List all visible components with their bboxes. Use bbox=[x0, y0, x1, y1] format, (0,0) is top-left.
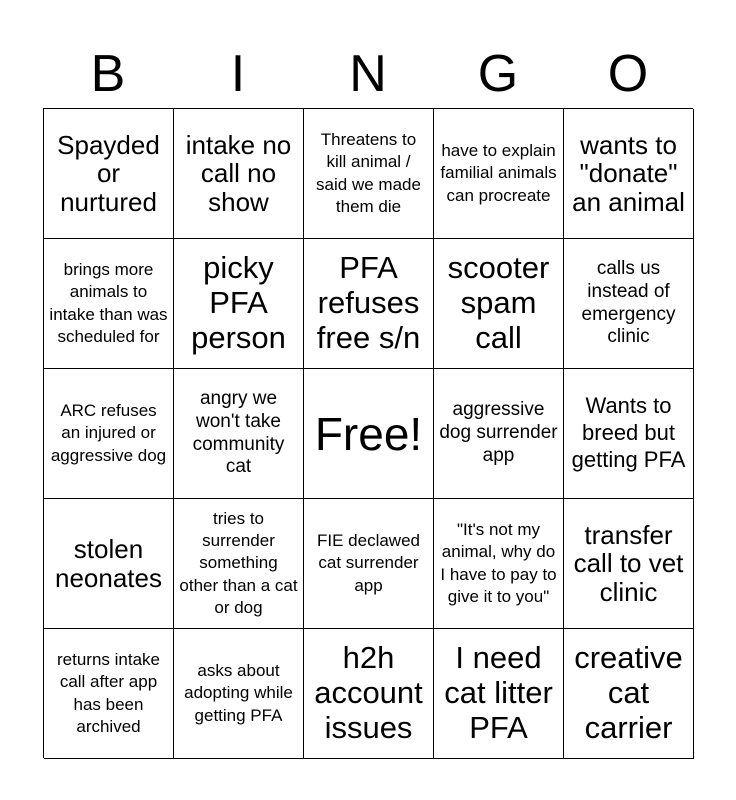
header-letter-b: B bbox=[90, 45, 126, 103]
cell-text: wants to "donate" an animal bbox=[572, 129, 685, 217]
bingo-cell-r2c3[interactable] bbox=[304, 239, 434, 369]
bingo-cell-r5c3[interactable] bbox=[304, 629, 434, 759]
header-letter-o: O bbox=[607, 45, 649, 103]
bingo-cell-r1c5[interactable] bbox=[564, 109, 694, 239]
cell-text: have to explain familial animals can procreate bbox=[440, 141, 557, 205]
cell-text: creative cat carrier bbox=[574, 640, 683, 745]
bingo-cell-r1c2[interactable] bbox=[174, 109, 304, 239]
bingo-cell-r2c1[interactable] bbox=[44, 239, 174, 369]
cell-text: I need cat litter PFA bbox=[444, 640, 553, 745]
bingo-cell-r5c4[interactable] bbox=[434, 629, 564, 759]
cell-text: ARC refuses an injured or aggressive dog bbox=[50, 401, 167, 465]
cell-text: aggressive dog surrender app bbox=[439, 399, 558, 466]
cell-text: Threatens to kill animal / said we made them die bbox=[316, 130, 421, 216]
bingo-cell-r3c5[interactable] bbox=[564, 369, 694, 499]
cell-text: "It's not my animal, why do I have to pay to give it to you" bbox=[440, 520, 557, 606]
cell-text: picky PFA person bbox=[191, 250, 286, 355]
cell-text: stolen neonates bbox=[55, 533, 162, 593]
bingo-board bbox=[43, 108, 693, 758]
bingo-cell-r5c1[interactable] bbox=[44, 629, 174, 759]
header-letter-n: N bbox=[349, 45, 387, 103]
cell-text: returns intake call after app has been archived bbox=[57, 650, 160, 736]
bingo-cell-r1c4[interactable] bbox=[434, 109, 564, 239]
bingo-cell-r4c5[interactable] bbox=[564, 499, 694, 629]
bingo-cell-r5c2[interactable] bbox=[174, 629, 304, 759]
bingo-cell-r4c4[interactable] bbox=[434, 499, 564, 629]
bingo-cell-r5c5[interactable] bbox=[564, 629, 694, 759]
cell-text: intake no call no show bbox=[185, 129, 292, 217]
bingo-cell-r4c3[interactable] bbox=[304, 499, 434, 629]
bingo-cell-r3c1[interactable] bbox=[44, 369, 174, 499]
bingo-cell-r3c4[interactable] bbox=[434, 369, 564, 499]
bingo-cell-r4c1[interactable] bbox=[44, 499, 174, 629]
bingo-cell-free[interactable] bbox=[304, 369, 434, 499]
bingo-cell-r2c5[interactable] bbox=[564, 239, 694, 369]
cell-text: scooter spam call bbox=[447, 250, 550, 355]
header-letter-g: G bbox=[477, 45, 519, 103]
cell-text: Spayded or nurtured bbox=[57, 129, 160, 217]
cell-text: asks about adopting while getting PFA bbox=[184, 661, 293, 725]
cell-text: FIE declawed cat surrender app bbox=[317, 531, 420, 595]
cell-text: h2h account issues bbox=[314, 640, 423, 745]
cell-text: PFA refuses free s/n bbox=[316, 250, 421, 355]
free-space-label: Free! bbox=[314, 407, 423, 460]
bingo-cell-r2c4[interactable] bbox=[434, 239, 564, 369]
bingo-cell-r1c3[interactable] bbox=[304, 109, 434, 239]
cell-text: angry we won't take community cat bbox=[192, 387, 285, 478]
cell-text: calls us instead of emergency clinic bbox=[581, 257, 676, 348]
cell-text: transfer call to vet clinic bbox=[573, 519, 684, 607]
bingo-cell-r1c1[interactable] bbox=[44, 109, 174, 239]
bingo-cell-r3c2[interactable] bbox=[174, 369, 304, 499]
cell-text: Wants to breed but getting PFA bbox=[571, 393, 686, 472]
cell-text: tries to surrender something other than a cat or dog bbox=[179, 509, 298, 617]
bingo-cell-r4c2[interactable] bbox=[174, 499, 304, 629]
cell-text: brings more animals to intake than was scheduled for bbox=[49, 260, 168, 346]
bingo-cell-r2c2[interactable] bbox=[174, 239, 304, 369]
header-letter-i: I bbox=[230, 45, 246, 103]
bingo-header bbox=[43, 40, 693, 108]
